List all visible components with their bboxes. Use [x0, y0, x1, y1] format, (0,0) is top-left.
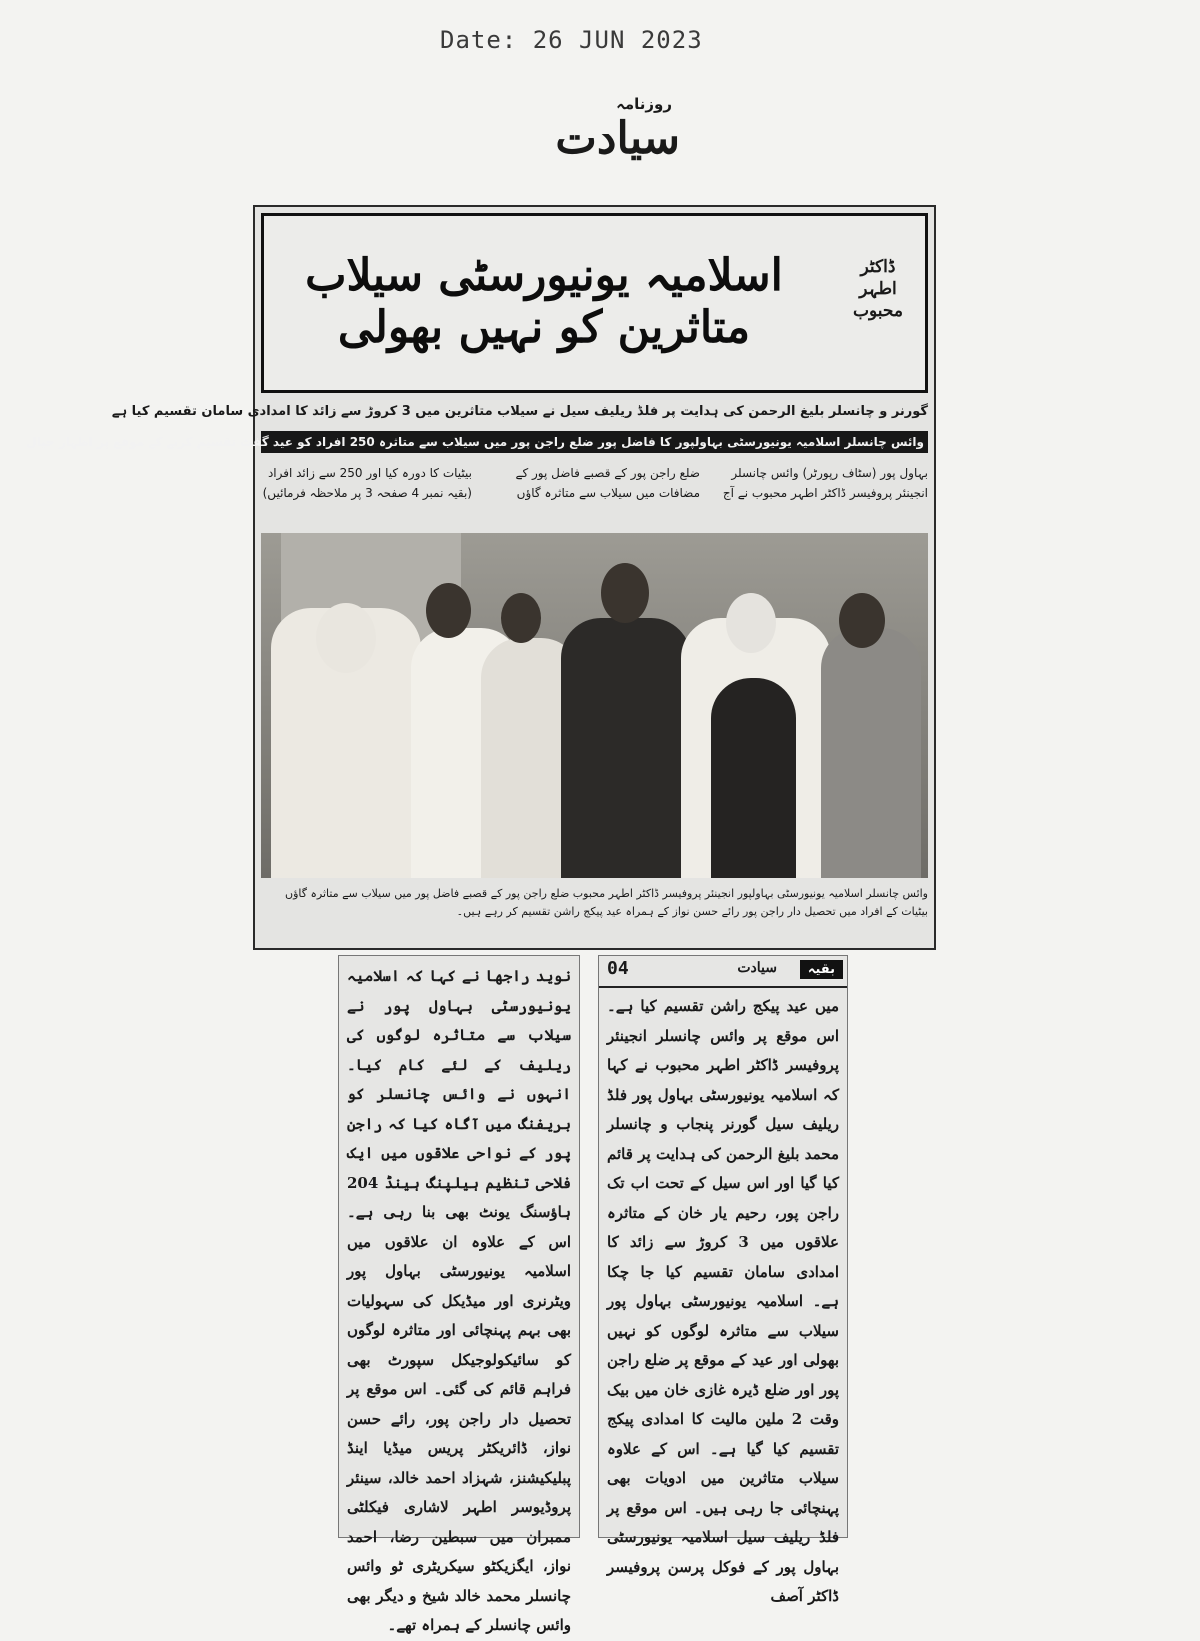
newspaper-masthead: [520, 95, 700, 175]
date-stamp: Date: 26 JUN 2023: [440, 26, 703, 54]
article-byline: ڈاکٹر اطہر محبوب: [853, 257, 903, 321]
intro-column: بیٹیات کا دورہ کیا اور 250 سے زائد افراد (بقیہ نمبر 4 صفحہ 3 پر ملاحظہ فرمائیں): [262, 466, 472, 500]
continuation-paper-name: سیادت: [737, 960, 777, 976]
headline-banner: [261, 213, 928, 393]
intro-column: ضلع راجن پور کے قصبے فاضل پور کے مضافات میں سیلاب سے متاثرہ گاؤں: [515, 466, 700, 500]
article-photo: [261, 533, 928, 878]
continuation-left-text: نوید راجھا نے کہا کہ اسلامیہ یونیورسٹی بہاول پور نے سیلاب سے متاثرہ لوگوں کی ریلیف کے لئے کام کیا۔ انہوں نے وائس چانسلر کو بریفنگ میں آگاہ کیا کہ راجن پور کے نواحی علاقوں میں ایک فلاحی تنظیم ہیلپنگ ہینڈ 204 ہاؤسنگ یونٹ بھی بنا رہی ہے۔ اس کے علاوہ ان علاقوں میں اسلامیہ یونیورسٹی بہاول پور ویٹرنری اور میڈیکل کی سہولیات بھی بہم پہنچائی اور متاثرہ لوگوں کو سائیکولوجیکل سپورٹ بھی فراہم قائم کی گئی۔ اس موقع پر تحصیل دار راجن پور، رائے حسن نواز، ڈائریکٹر پریس میڈیا اینڈ پبلیکیشنز، شہزاد احمد خالد، سینئر پروڈیوسر اطہر لاشاری فیکلٹی ممبران میں سبطین رضا، احمد نواز، ایگزیکٹو سیکریٹری ٹو وائس چانسلر محمد خالد شیخ و دیگر بھی وائس چانسلر کے ہمراہ تھے۔: [347, 967, 571, 1634]
photo-caption: وائس چانسلر اسلامیہ یونیورسٹی بہاولپور انجینئر پروفیسر ڈاکٹر اطہر محبوب ضلع راجن پور کے قصبے فاضل پور میں سیلاب سے متاثرہ گاؤں بیٹیات کے افراد میں تحصیل دار راجن پور رائے حسن نواز کے ہمراہ عید پیکج راشن تقسیم کر رہے ہیں۔: [284, 887, 928, 918]
continuation-label: بقیہ: [800, 960, 843, 979]
article-subhead-bar: وائس چانسلر اسلامیہ یونیورسٹی بہاولپور کا فاضل پور ضلع راجن پور میں سیلاب سے متاثرہ 250 افراد کو عید گفٹ تقسیم کرنے کے موقع پر اظہار خیال: [261, 431, 928, 453]
newspaper-name: سیادت: [555, 113, 680, 164]
article-subhead: گورنر و چانسلر بلیغ الرحمن کی ہدایت پر فلڈ ریلیف سیل نے سیلاب متاثرین میں 3 کروڑ سے زائد کا امدادی سامان تقسیم کیا ہے: [111, 404, 928, 419]
article-headline: اسلامیہ یونیورسٹی سیلاب متاثرین کو نہیں بھولی: [305, 250, 783, 353]
continuation-left-column: [338, 955, 580, 1634]
newspaper-sub-label: روزنامہ: [616, 95, 672, 113]
newspaper-clipping: [26, 205, 936, 950]
intro-column: بہاول پور (سٹاف رپورٹر) وائس چانسلر انجینئر پروفیسر ڈاکٹر اطہر محبوب نے آج: [722, 466, 928, 500]
continuation-header: [599, 956, 847, 988]
continuation-page-number: 04: [607, 958, 629, 979]
continuation-right-column: [598, 955, 848, 1605]
article-intro: [261, 463, 928, 523]
continuation-right-text: میں عید پیکج راشن تقسیم کیا ہے۔ اس موقع پر وائس چانسلر انجینئر پروفیسر ڈاکٹر اطہر محبوب نے کہا کہ اسلامیہ یونیورسٹی بہاول پور فلڈ ریلیف سیل گورنر پنجاب و چانسلر محمد بلیغ الرحمن کی ہدایت پر قائم کیا گیا اور اس سیل کے تحت اب تک راجن پور، رحیم یار خان کے متاثرہ علاقوں میں 3 کروڑ سے زائد کا امدادی سامان تقسیم کیا جا چکا ہے۔ اسلامیہ یونیورسٹی بہاول پور سیلاب سے متاثرہ لوگوں کو نہیں بھولی اور عید کے موقع پر ضلع راجن پور اور ضلع ڈیرہ غازی خان میں بیک وقت 2 ملین مالیت کا امدادی پیکج تقسیم کیا گیا ہے۔ اس کے علاوہ سیلاب متاثرین میں ادویات بھی پہنچائی جا رہی ہیں۔ اس موقع پر فلڈ ریلیف سیل اسلامیہ یونیورسٹی بہاول پور کے فوکل پرسن پروفیسر ڈاکٹر آصف: [607, 997, 839, 1605]
